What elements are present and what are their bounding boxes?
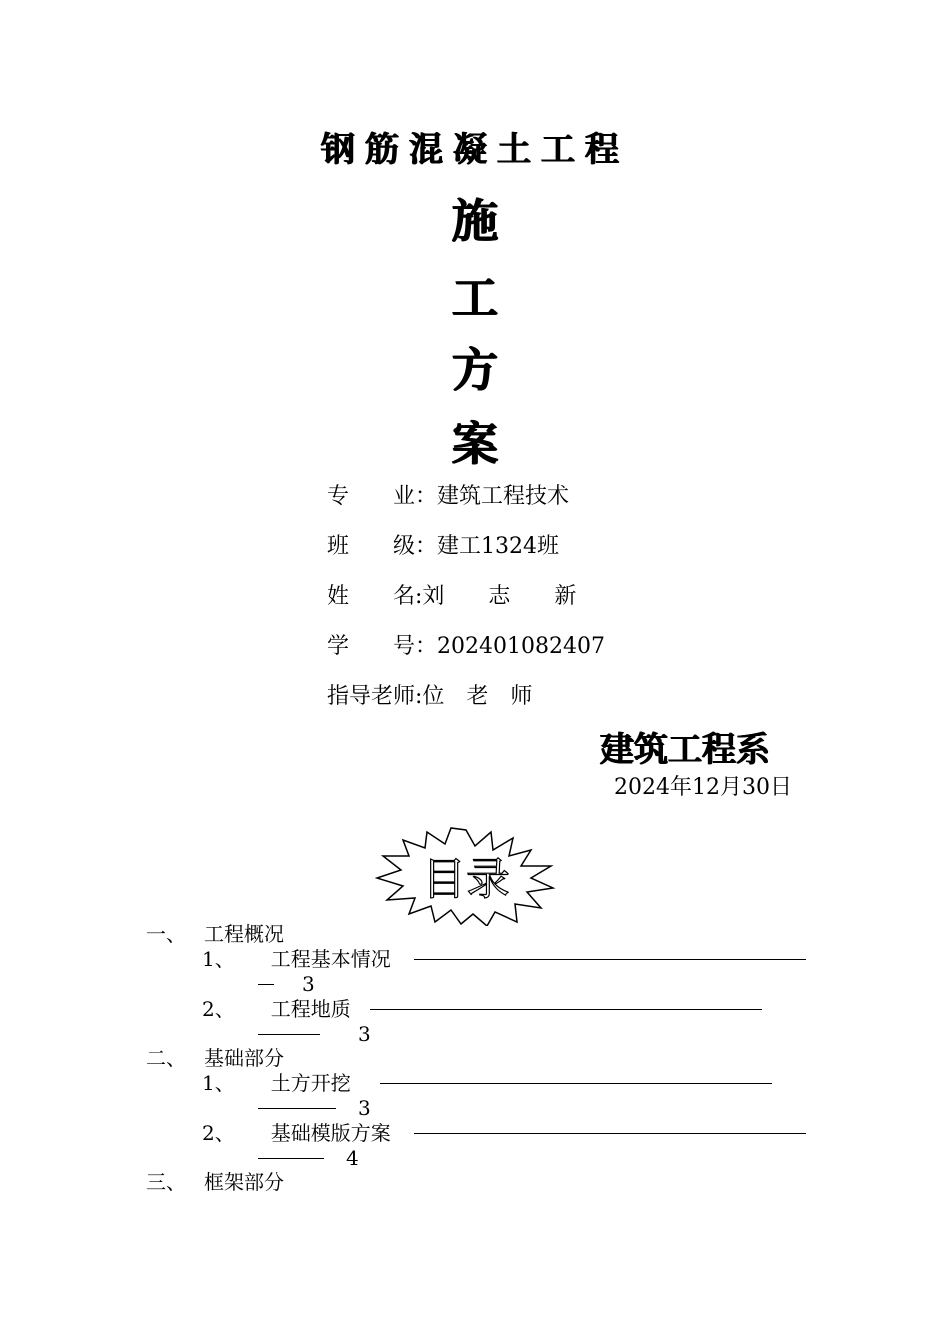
- department: 建筑工程系: [600, 730, 770, 770]
- toc-section-num: 二、: [146, 1046, 186, 1070]
- toc-page-number: 3: [302, 972, 315, 996]
- info-advisor: [327, 682, 532, 712]
- toc-section: [146, 1170, 284, 1194]
- cover-char-2: 工: [452, 271, 498, 325]
- toc-section-num: 三、: [146, 1170, 186, 1194]
- toc-item-title: 土方开挖: [270, 1071, 351, 1095]
- toc-page-number: 4: [346, 1146, 359, 1170]
- toc-item-title: 工程地质: [270, 997, 351, 1021]
- toc-badge: [375, 826, 557, 926]
- info-value: 202401082407: [437, 634, 605, 659]
- info-major: [327, 482, 569, 512]
- toc-item-title: 工程基本情况: [270, 947, 391, 971]
- toc-section-title: 框架部分: [204, 1170, 284, 1194]
- toc-item-num: 1、: [202, 947, 235, 971]
- info-value: 建工1324班: [437, 534, 560, 559]
- toc-item: [202, 947, 391, 971]
- toc-item-title: 基础模版方案: [270, 1121, 391, 1145]
- info-value: 建筑工程技术: [437, 484, 570, 509]
- toc-leader: [258, 1158, 324, 1159]
- cover-title: 钢筋混凝土工程: [321, 130, 629, 170]
- toc-item: [202, 997, 351, 1021]
- toc-section-title: 工程概况: [204, 922, 284, 946]
- toc-page-number: 3: [358, 1096, 371, 1120]
- date: 2024年12月30日: [614, 775, 792, 800]
- toc-section-title: 基础部分: [204, 1046, 284, 1070]
- toc-item-num: 2、: [202, 1121, 235, 1145]
- toc-section-num: 一、: [146, 922, 186, 946]
- toc-item-num: 1、: [202, 1071, 235, 1095]
- toc-section: [146, 1046, 284, 1070]
- toc-leader: [380, 1083, 772, 1084]
- info-value: 位 老 师: [422, 684, 533, 709]
- toc-leader: [370, 1009, 762, 1010]
- info-label: 专 业：: [327, 484, 438, 509]
- toc-leader: [258, 1108, 336, 1109]
- toc-leader: [414, 1133, 806, 1134]
- toc-item-num: 2、: [202, 997, 235, 1021]
- info-name: [327, 582, 576, 612]
- toc-page-number: 3: [358, 1022, 371, 1046]
- info-label: 班 级：: [327, 534, 438, 559]
- info-label: 指导老师:: [327, 684, 423, 709]
- info-student-id: [327, 632, 605, 662]
- cover-char-3: 方: [452, 343, 498, 397]
- cover-char-4: 案: [452, 417, 498, 471]
- toc-leader: [414, 959, 806, 960]
- info-label: 学 号：: [327, 634, 438, 659]
- info-value: 刘 志 新: [422, 584, 577, 609]
- toc-section: [146, 922, 284, 946]
- info-class: [327, 532, 559, 562]
- toc-item: [202, 1121, 391, 1145]
- toc-badge-text: 目录: [422, 854, 510, 905]
- cover-char-1: 施: [452, 194, 498, 248]
- info-label: 姓 名:: [327, 584, 423, 609]
- toc-leader: [258, 1034, 320, 1035]
- toc-leader: [258, 984, 274, 985]
- toc-item: [202, 1071, 351, 1095]
